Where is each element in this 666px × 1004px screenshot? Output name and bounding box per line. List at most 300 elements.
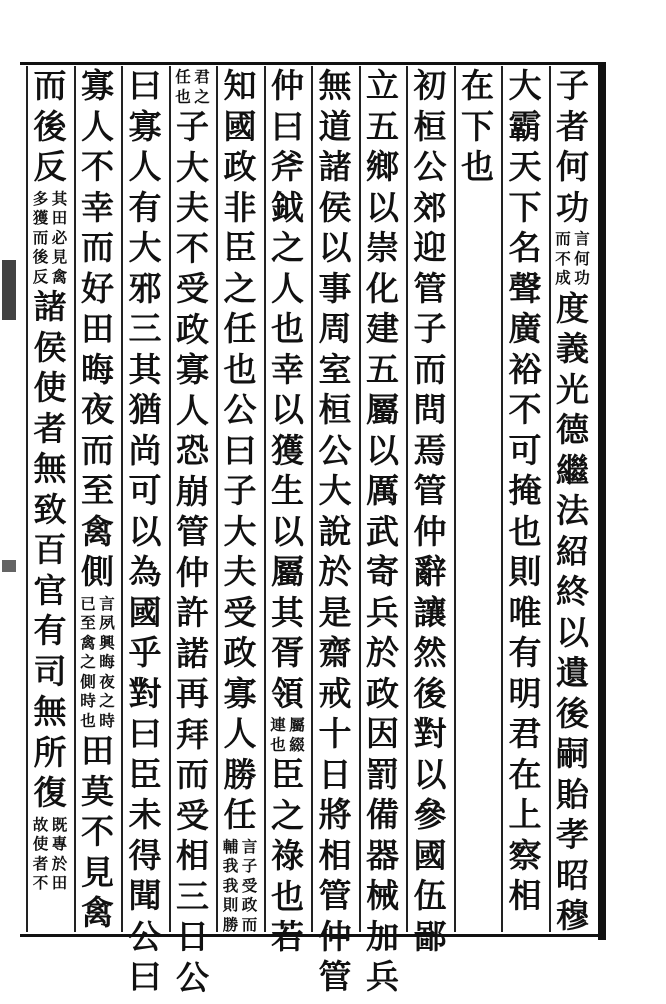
main-text-char: 管 — [413, 471, 447, 510]
main-text-char: 有 — [508, 633, 542, 672]
main-text-char: 之 — [223, 268, 257, 308]
commentary-char: 田 — [51, 208, 68, 227]
main-text-char: 兵 — [366, 957, 399, 996]
main-text-char: 也 — [271, 876, 304, 916]
commentary-char: 不 — [555, 248, 571, 268]
commentary-char: 禽 — [80, 632, 96, 652]
column-divider — [26, 66, 28, 932]
main-text-char: 道 — [318, 106, 352, 146]
text-column — [27, 66, 73, 932]
main-text-char: 大 — [508, 66, 542, 105]
commentary-char: 也 — [270, 734, 286, 754]
main-text-char: 受 — [176, 795, 209, 835]
text-column — [312, 66, 358, 996]
commentary-char: 之 — [194, 86, 210, 106]
main-text-char: 遺 — [556, 653, 589, 692]
main-text-char: 不 — [81, 147, 114, 186]
commentary-line — [573, 229, 591, 288]
main-text-char: 立 — [366, 66, 399, 105]
main-text-char: 問 — [413, 390, 447, 429]
main-text-char: 因 — [366, 714, 399, 753]
main-text-char: 嗣 — [556, 734, 589, 773]
main-text-char: 也 — [461, 147, 494, 186]
main-text-char: 大 — [223, 511, 257, 551]
main-text-char: 孝 — [556, 815, 589, 854]
main-text-char: 諸 — [318, 147, 352, 186]
main-text-char: 田 — [81, 731, 114, 770]
main-text-char: 國 — [128, 592, 162, 632]
commentary-line — [222, 837, 240, 935]
column-divider — [311, 66, 313, 932]
commentary-char: 何 — [574, 248, 590, 268]
column-divider — [121, 66, 123, 932]
main-text-char: 聲 — [508, 268, 542, 308]
main-text-char: 相 — [318, 835, 352, 875]
main-text-char: 鄙 — [413, 916, 447, 956]
commentary-char: 至 — [80, 613, 96, 632]
main-text-char: 曰 — [128, 714, 162, 753]
commentary-char: 必 — [51, 227, 68, 247]
main-text-char: 復 — [33, 773, 67, 812]
main-text-char: 不 — [176, 228, 209, 268]
main-text-char: 後 — [33, 106, 67, 146]
main-text-char: 初 — [413, 66, 447, 105]
main-text-char: 掩 — [508, 471, 542, 510]
main-text-char: 侯 — [318, 187, 352, 227]
main-text-char: 加 — [366, 916, 399, 956]
main-text-char: 相 — [176, 836, 209, 875]
main-text-char: 邪 — [128, 268, 162, 308]
main-text-char: 然 — [413, 633, 447, 672]
main-text-char: 廣 — [508, 309, 542, 348]
main-text-char: 再 — [176, 674, 209, 713]
main-text-char: 管 — [413, 268, 447, 308]
main-text-char: 日 — [176, 917, 209, 956]
main-text-char: 恐 — [176, 431, 209, 470]
main-text-char: 迎 — [413, 228, 447, 267]
commentary-char: 其 — [51, 188, 68, 208]
commentary-char: 時 — [99, 710, 115, 730]
interlinear-commentary — [222, 837, 259, 935]
commentary-char: 見 — [51, 247, 68, 266]
main-text-char: 察 — [508, 835, 542, 875]
text-column — [455, 66, 501, 932]
main-text-char: 夫 — [223, 552, 257, 591]
main-text-char: 桓 — [318, 390, 352, 429]
main-text-char: 受 — [223, 592, 257, 632]
main-text-char: 寄 — [366, 552, 399, 591]
main-text-char: 國 — [223, 106, 257, 146]
interlinear-commentary — [32, 815, 69, 893]
main-text-char: 說 — [318, 511, 352, 551]
main-text-char: 三 — [176, 876, 209, 916]
main-text-char: 以 — [556, 612, 589, 652]
main-text-char: 不 — [508, 390, 542, 429]
main-text-char: 尚 — [128, 430, 162, 470]
main-text-char: 致 — [33, 489, 67, 529]
main-text-char: 而 — [81, 228, 114, 267]
commentary-char: 興 — [99, 632, 115, 652]
main-text-char: 臣 — [271, 755, 304, 794]
main-text-char: 參 — [413, 795, 447, 834]
main-text-char: 紹 — [556, 531, 589, 571]
main-text-char: 可 — [508, 430, 542, 470]
main-text-char: 之 — [271, 228, 304, 267]
main-text-char: 反 — [33, 147, 67, 186]
main-text-char: 有 — [128, 187, 162, 227]
commentary-char: 言 — [241, 836, 258, 856]
main-text-char: 幸 — [271, 349, 304, 389]
main-text-char: 曰 — [128, 957, 162, 996]
main-text-char: 幸 — [81, 187, 114, 227]
main-text-char: 知 — [223, 66, 257, 105]
commentary-char: 我 — [222, 856, 239, 875]
main-text-char: 上 — [508, 795, 542, 834]
column-divider — [169, 66, 171, 932]
main-text-char: 後 — [556, 693, 589, 733]
column-divider — [264, 66, 266, 932]
main-text-char: 三 — [128, 309, 162, 348]
main-text-char: 祿 — [271, 836, 304, 875]
main-text-char: 管 — [318, 876, 352, 915]
main-text-char: 無 — [318, 66, 352, 105]
commentary-line — [51, 189, 69, 287]
main-text-char: 子 — [556, 66, 589, 105]
main-text-char: 戒 — [318, 673, 352, 713]
main-text-char: 也 — [271, 309, 304, 348]
column-divider — [454, 66, 456, 932]
commentary-char: 君 — [194, 67, 210, 86]
main-text-char: 任 — [223, 309, 257, 348]
commentary-line — [79, 594, 97, 731]
main-text-char: 其 — [128, 349, 162, 389]
main-text-char: 仲 — [318, 916, 352, 956]
main-text-char: 以 — [128, 511, 162, 551]
main-text-char: 則 — [508, 552, 542, 591]
main-text-char: 君 — [508, 714, 542, 753]
commentary-char: 之 — [99, 691, 115, 710]
main-text-char: 伍 — [413, 876, 447, 915]
main-text-char: 仲 — [176, 552, 209, 592]
main-text-char: 政 — [176, 309, 209, 349]
main-text-char: 十 — [318, 714, 352, 753]
commentary-char: 言 — [99, 593, 115, 613]
main-text-char: 聞 — [128, 876, 162, 915]
main-text-char: 領 — [271, 673, 304, 713]
commentary-line — [32, 189, 50, 287]
main-text-char: 對 — [413, 714, 447, 753]
main-text-char: 而 — [33, 66, 67, 105]
main-text-char: 生 — [271, 471, 304, 510]
main-text-char: 公 — [318, 430, 352, 470]
interlinear-commentary — [32, 189, 69, 287]
commentary-char: 夙 — [99, 613, 115, 632]
main-text-char: 室 — [318, 349, 352, 389]
main-text-char: 管 — [176, 512, 209, 551]
main-text-char: 許 — [176, 593, 209, 632]
commentary-char: 也 — [80, 710, 96, 730]
main-text-char: 寡 — [223, 673, 257, 713]
main-text-char: 禽 — [81, 893, 114, 932]
main-text-char: 械 — [366, 876, 399, 915]
frame-right-border — [598, 62, 606, 940]
commentary-line — [174, 67, 192, 106]
main-text-char: 備 — [366, 795, 399, 834]
main-text-char: 也 — [223, 349, 257, 389]
main-text-char: 子 — [223, 471, 257, 510]
main-text-char: 以 — [318, 228, 352, 267]
commentary-char: 勝 — [222, 914, 239, 934]
main-text-char: 度 — [556, 288, 589, 328]
main-text-char: 之 — [271, 795, 304, 835]
text-column — [550, 66, 596, 935]
interlinear-commentary — [79, 594, 116, 731]
commentary-char: 反 — [32, 266, 49, 286]
main-text-char: 而 — [176, 755, 209, 794]
commentary-char: 既 — [51, 814, 68, 834]
column-divider — [74, 66, 76, 932]
main-text-char: 將 — [318, 795, 352, 834]
commentary-char: 而 — [241, 914, 258, 934]
main-text-char: 無 — [33, 449, 67, 488]
main-text-char: 建 — [366, 309, 399, 348]
main-text-char: 器 — [366, 835, 399, 875]
main-text-char: 日 — [318, 754, 352, 794]
main-text-char: 齋 — [318, 633, 352, 672]
text-column — [407, 66, 453, 956]
main-text-char: 臣 — [223, 228, 257, 267]
main-text-char: 拜 — [176, 714, 209, 754]
main-text-char: 諾 — [176, 633, 209, 673]
commentary-char: 而 — [555, 229, 571, 248]
commentary-char: 禽 — [51, 266, 68, 286]
commentary-line — [288, 715, 306, 754]
main-text-char: 五 — [366, 106, 399, 146]
commentary-char: 獲 — [32, 208, 49, 227]
main-text-char: 鄉 — [366, 147, 399, 186]
main-text-char: 以 — [366, 430, 399, 470]
text-column — [502, 66, 548, 932]
commentary-line — [32, 815, 50, 893]
main-text-char: 晦 — [81, 349, 114, 389]
main-text-char: 好 — [81, 268, 114, 308]
main-text-char: 郊 — [413, 187, 447, 227]
commentary-char: 故 — [32, 814, 49, 834]
main-text-char: 焉 — [413, 430, 447, 470]
main-text-char: 以 — [413, 754, 447, 794]
main-text-char: 名 — [508, 228, 542, 267]
commentary-char: 輔 — [222, 836, 239, 856]
commentary-char: 者 — [32, 853, 49, 873]
text-column — [360, 66, 406, 996]
main-text-char: 是 — [318, 592, 352, 632]
commentary-char: 不 — [32, 873, 49, 892]
main-text-char: 曰 — [223, 430, 257, 470]
column-divider — [216, 66, 218, 932]
main-text-char: 仲 — [413, 511, 447, 551]
main-text-char: 讓 — [413, 592, 447, 632]
main-text-char: 勝 — [223, 754, 257, 794]
main-text-char: 霸 — [508, 106, 542, 146]
main-text-char: 胥 — [271, 633, 304, 672]
main-text-char: 夫 — [176, 188, 209, 227]
main-text-char: 而 — [81, 430, 114, 470]
main-text-char: 乎 — [128, 633, 162, 672]
main-text-char: 田 — [81, 309, 114, 348]
main-text-char: 有 — [33, 611, 67, 650]
main-text-char: 裕 — [508, 349, 542, 389]
main-text-char: 以 — [271, 390, 304, 429]
main-text-char: 崇 — [366, 228, 399, 267]
main-text-char: 官 — [33, 570, 67, 610]
main-text-char: 化 — [366, 268, 399, 308]
main-text-char: 百 — [33, 530, 67, 569]
main-text-char: 昭 — [556, 855, 589, 895]
main-text-char: 其 — [271, 592, 304, 632]
main-text-char: 側 — [81, 552, 114, 591]
main-text-char: 終 — [556, 572, 589, 611]
main-text-char: 公 — [223, 390, 257, 429]
main-text-char: 公 — [176, 957, 209, 997]
commentary-line — [98, 594, 116, 731]
main-text-char: 繼 — [556, 450, 589, 490]
main-text-char: 武 — [366, 511, 399, 551]
main-text-char: 曰 — [271, 106, 304, 146]
main-text-char: 於 — [366, 633, 399, 672]
main-text-char: 政 — [366, 673, 399, 713]
main-text-char: 天 — [508, 147, 542, 186]
main-text-char: 屬 — [366, 390, 399, 429]
main-text-char: 寡 — [128, 106, 162, 146]
main-text-char: 無 — [33, 692, 67, 731]
text-column — [122, 66, 168, 996]
main-text-char: 也 — [508, 511, 542, 551]
commentary-char: 綴 — [289, 734, 305, 754]
column-divider — [359, 66, 361, 932]
main-text-char: 夜 — [81, 390, 114, 429]
main-text-char: 管 — [318, 957, 352, 996]
main-text-char: 臣 — [128, 754, 162, 794]
text-column — [170, 66, 216, 997]
main-text-char: 曰 — [128, 66, 162, 105]
commentary-char: 於 — [51, 853, 68, 873]
main-text-char: 人 — [223, 714, 257, 753]
interlinear-commentary — [174, 67, 211, 106]
main-text-char: 人 — [176, 390, 209, 430]
main-text-char: 莫 — [81, 771, 114, 811]
commentary-char: 則 — [222, 895, 239, 914]
commentary-line — [554, 229, 572, 288]
margin-fold-mark — [2, 260, 16, 320]
main-text-char: 穆 — [556, 896, 589, 935]
main-text-char: 兵 — [366, 592, 399, 632]
main-text-char: 為 — [128, 552, 162, 591]
main-text-char: 司 — [33, 651, 67, 691]
main-text-char: 得 — [128, 835, 162, 875]
commentary-char: 後 — [32, 247, 49, 266]
main-text-char: 人 — [128, 147, 162, 186]
column-divider — [501, 66, 503, 932]
main-text-char: 唯 — [508, 592, 542, 632]
commentary-char: 言 — [574, 229, 590, 248]
main-text-char: 政 — [223, 633, 257, 672]
main-text-char: 人 — [271, 268, 304, 308]
main-text-char: 國 — [413, 835, 447, 875]
main-text-char: 五 — [366, 349, 399, 389]
commentary-char: 屬 — [289, 715, 305, 734]
commentary-char: 任 — [175, 67, 191, 86]
interlinear-commentary — [554, 229, 591, 288]
commentary-char: 我 — [222, 875, 239, 895]
main-text-char: 政 — [223, 147, 257, 186]
main-text-char: 於 — [318, 552, 352, 591]
commentary-line — [51, 815, 69, 893]
main-text-char: 侯 — [33, 327, 67, 367]
commentary-char: 受 — [241, 875, 258, 895]
margin-fold-mark — [2, 560, 16, 572]
main-text-char: 受 — [176, 269, 209, 308]
main-text-char: 若 — [271, 917, 304, 956]
main-text-char: 罰 — [366, 754, 399, 794]
main-text-char: 使 — [33, 368, 67, 407]
commentary-line — [269, 715, 287, 754]
commentary-char: 而 — [32, 227, 49, 247]
main-text-char: 仲 — [271, 66, 304, 105]
main-text-char: 未 — [128, 795, 162, 834]
main-text-char: 光 — [556, 369, 589, 409]
commentary-char: 也 — [175, 86, 191, 106]
main-text-char: 至 — [81, 471, 114, 510]
main-text-char: 崩 — [176, 471, 209, 511]
main-text-char: 禽 — [81, 511, 114, 551]
main-text-char: 可 — [128, 471, 162, 510]
main-text-char: 在 — [461, 66, 494, 105]
main-text-char: 貽 — [556, 774, 589, 814]
main-text-char: 所 — [33, 732, 67, 772]
frame-top-border — [20, 62, 604, 65]
main-text-char: 法 — [556, 491, 589, 530]
main-text-char: 義 — [556, 329, 589, 368]
commentary-char: 功 — [574, 268, 590, 287]
main-text-char: 以 — [271, 511, 304, 551]
commentary-char: 之 — [80, 652, 96, 671]
text-column — [265, 66, 311, 956]
commentary-char: 晦 — [99, 652, 115, 671]
main-text-char: 鉞 — [271, 187, 304, 227]
main-text-char: 公 — [128, 916, 162, 956]
commentary-char: 成 — [555, 268, 571, 287]
main-text-char: 後 — [413, 673, 447, 713]
main-text-char: 厲 — [366, 471, 399, 510]
main-text-char: 獲 — [271, 430, 304, 470]
column-divider — [406, 66, 408, 932]
main-text-char: 相 — [508, 876, 542, 915]
text-column — [217, 66, 263, 932]
main-text-char: 斧 — [271, 147, 304, 186]
main-text-char: 見 — [81, 852, 114, 892]
commentary-char: 連 — [270, 715, 286, 734]
main-text-char: 大 — [318, 471, 352, 510]
commentary-char: 夜 — [99, 671, 115, 691]
main-text-char: 公 — [413, 147, 447, 186]
commentary-char: 側 — [80, 671, 96, 691]
main-text-char: 寡 — [81, 66, 114, 105]
main-text-char: 辭 — [413, 552, 447, 591]
main-text-char: 功 — [556, 187, 589, 227]
commentary-char: 田 — [51, 873, 68, 892]
commentary-char: 專 — [51, 834, 68, 853]
main-text-char: 者 — [33, 408, 67, 448]
